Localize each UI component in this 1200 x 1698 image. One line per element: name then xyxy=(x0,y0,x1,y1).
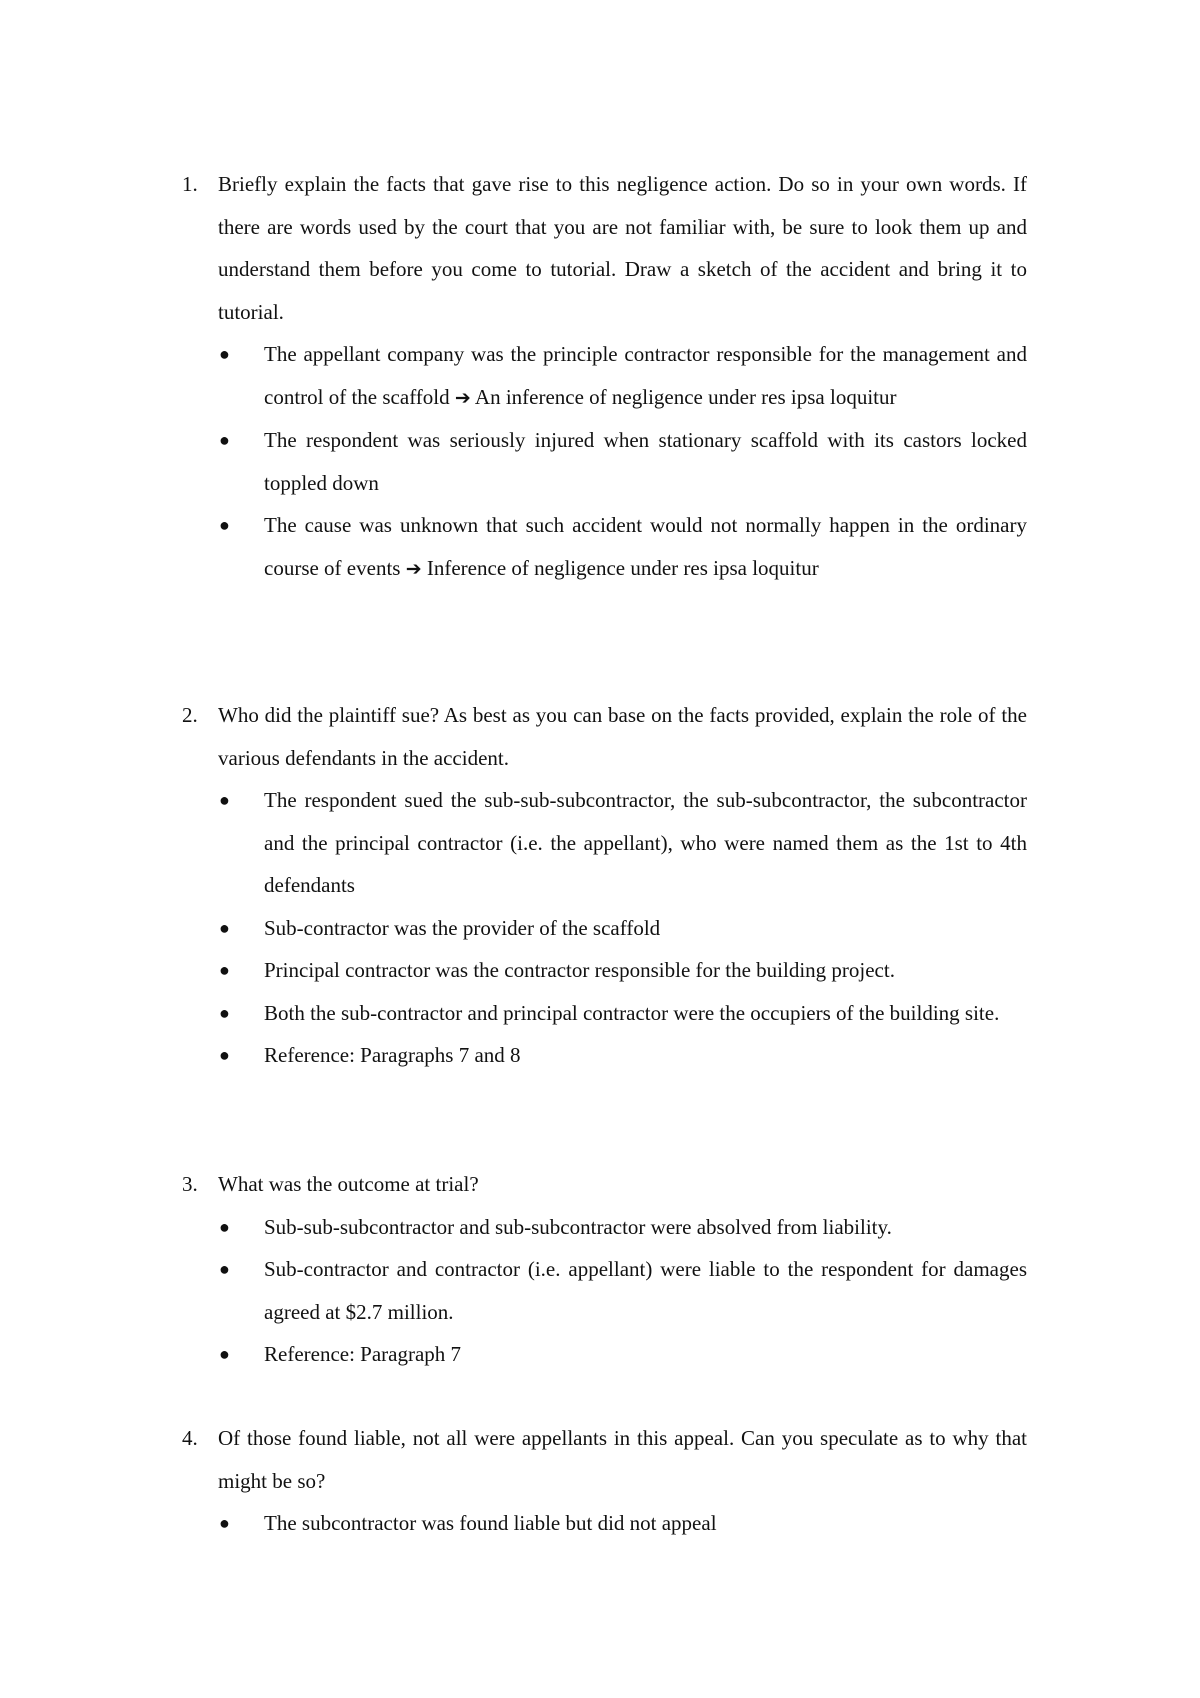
question-2 xyxy=(182,694,1027,1077)
bullet-icon: ● xyxy=(219,1216,230,1237)
question-header xyxy=(182,694,1027,779)
question-text: Of those found liable, not all were appellants in this appeal. Can you speculate as to why that might be so? xyxy=(218,1426,1027,1493)
list-item: ● Both the sub-contractor and principal contractor were the occupiers of the building site. xyxy=(182,992,1027,1035)
question-number: 2. xyxy=(182,703,198,727)
list-item: ● Sub-sub-subcontractor and sub-subcontractor were absolved from liability. xyxy=(182,1206,1027,1249)
list-item: ● Sub-contractor and contractor (i.e. appellant) were liable to the respondent for damages agreed at $2.7 million. xyxy=(182,1248,1027,1333)
answer-list xyxy=(182,1206,1027,1376)
bullet-icon: ● xyxy=(219,1259,230,1279)
bullet-icon: ● xyxy=(219,1002,230,1023)
bullet-icon: ● xyxy=(219,344,230,364)
question-header xyxy=(182,1163,1027,1206)
bullet-icon: ● xyxy=(219,1045,230,1065)
list-item: ● Reference: Paragraph 7 xyxy=(182,1333,1027,1376)
list-item: ● The subcontractor was found liable but did not appeal xyxy=(182,1502,1027,1545)
list-item: ● The respondent sued the sub-sub-subcontractor, the sub-subcontractor, the subcontractor and the principal contractor (i.e. the appellant), who were named them as the 1st to 4th defendants xyxy=(182,779,1027,907)
question-number: 3. xyxy=(182,1172,198,1196)
list-item: ● Reference: Paragraphs 7 and 8 xyxy=(182,1034,1027,1077)
question-number: 1. xyxy=(182,172,198,196)
question-header xyxy=(182,1417,1027,1502)
question-text: Who did the plaintiff sue? As best as you can base on the facts provided, explain the role of the various defendants in the accident. xyxy=(218,703,1027,770)
bullet-icon: ● xyxy=(219,917,230,938)
list-item: ● The respondent was seriously injured when stationary scaffold with its castors locked toppled down xyxy=(182,419,1027,504)
question-3 xyxy=(182,1163,1027,1376)
answer-list xyxy=(182,1502,1027,1545)
bullet-icon: ● xyxy=(219,430,230,450)
list-item: ● The cause was unknown that such accident would not normally happen in the ordinary course of events ➔ Inference of negligence under res ipsa loquitur xyxy=(182,504,1027,590)
bullet-icon: ● xyxy=(219,1344,230,1364)
bullet-icon: ● xyxy=(219,960,230,980)
question-header xyxy=(182,163,1027,333)
question-1 xyxy=(182,163,1027,590)
question-4 xyxy=(182,1417,1027,1545)
bullet-icon: ● xyxy=(219,1513,230,1533)
list-item: ● Sub-contractor was the provider of the scaffold xyxy=(182,907,1027,950)
question-text: What was the outcome at trial? xyxy=(218,1172,479,1196)
list-item: ● The appellant company was the principle contractor responsible for the management and control of the scaffold ➔ An inference of negligence under res ipsa loquitur xyxy=(182,333,1027,419)
question-text: Briefly explain the facts that gave rise to this negligence action. Do so in your own words. If there are words used by the court that you are not familiar with, be sure to look them up and understand them before you come to tutorial. Draw a sketch of the accident and bring it to tutorial. xyxy=(218,172,1027,324)
answer-list xyxy=(182,333,1027,590)
arrow-right-icon: ➔ xyxy=(405,557,422,580)
question-number: 4. xyxy=(182,1426,198,1450)
answer-list xyxy=(182,779,1027,1077)
arrow-right-icon: ➔ xyxy=(454,386,471,409)
bullet-icon: ● xyxy=(219,515,230,535)
list-item: ● Principal contractor was the contractor responsible for the building project. xyxy=(182,949,1027,992)
bullet-icon: ● xyxy=(219,790,230,810)
